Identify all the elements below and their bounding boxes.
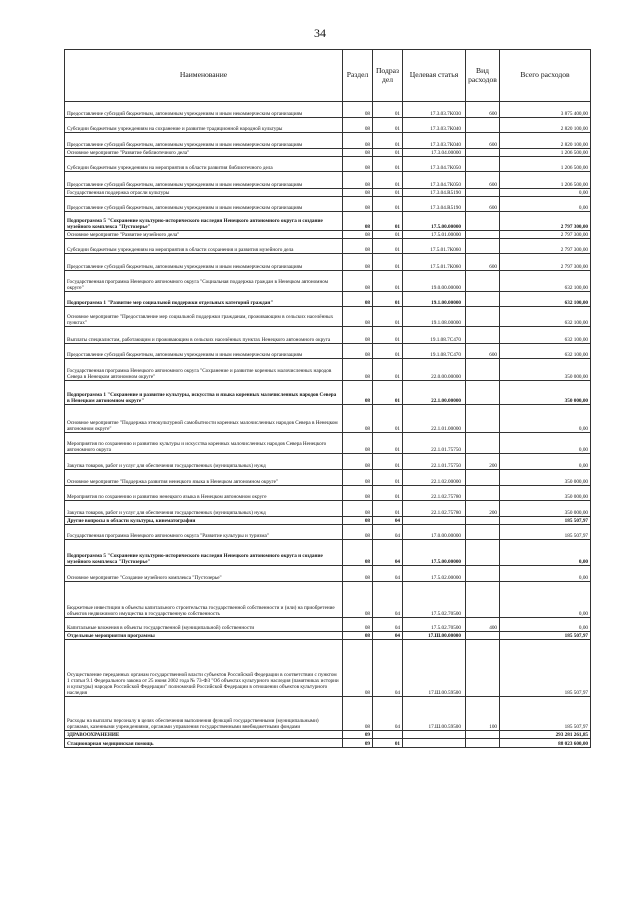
row-target-code: 22.1.00.00000	[403, 381, 466, 405]
row-section: 08	[343, 133, 373, 149]
row-subsection: 04	[373, 525, 403, 540]
row-expense-type	[466, 739, 500, 748]
row-expense-type	[466, 239, 500, 254]
page-number: 34	[314, 26, 326, 40]
row-name: Закупка товаров, работ и услуг для обеспечения государственных (муниципальных) нужд	[65, 454, 343, 470]
row-name: Предоставление субсидий бюджетным, автономным учреждениям и иным некоммерческим организациям	[65, 344, 343, 359]
row-target-code: 19.1.00.00000	[403, 292, 466, 307]
row-subsection: 01	[373, 271, 403, 292]
row-name: Предоставление субсидий бюджетным, автономным учреждениям и иным некоммерческим организациям	[65, 254, 343, 271]
table-header-row	[65, 50, 591, 102]
row-target-code: 19.0.00.00000	[403, 271, 466, 292]
row-section: 08	[343, 307, 373, 327]
row-expense-type: 400	[466, 618, 500, 632]
row-name: Подпрограмма 1 "Развитие мер социальной поддержки отдельных категорий граждан"	[65, 292, 343, 307]
row-subsection: 01	[373, 172, 403, 189]
row-subsection: 01	[373, 133, 403, 149]
row-target-code	[403, 731, 466, 739]
row-expense-type: 200	[466, 454, 500, 470]
row-subsection: 01	[373, 239, 403, 254]
table-row	[65, 632, 591, 640]
row-target-code: 17.3.04.7К050	[403, 172, 466, 189]
row-section: 09	[343, 739, 373, 748]
row-name: Основное мероприятие "Предоставление мер социальной поддержки гражданам, проживающим в сельских населённых пунктах"	[65, 307, 343, 327]
row-target-code: 22.1.02.75780	[403, 486, 466, 501]
table-row	[65, 640, 591, 697]
row-expense-type	[466, 470, 500, 486]
row-subsection: 01	[373, 381, 403, 405]
header-total: Всего расходов	[500, 50, 591, 102]
row-expense-type	[466, 359, 500, 381]
row-total: 185 507,97	[500, 525, 591, 540]
row-target-code: 17.5.01.7К060	[403, 239, 466, 254]
table-row	[65, 618, 591, 632]
row-name: Основное мероприятие "Создание музейного комплекса "Пустозерье"	[65, 566, 343, 582]
row-subsection: 04	[373, 632, 403, 640]
row-subsection: 01	[373, 344, 403, 359]
table-row	[65, 582, 591, 618]
table-row	[65, 239, 591, 254]
row-name: Субсидии бюджетным учреждениям на мероприятия в области сохранения и развития музейного дела	[65, 239, 343, 254]
row-target-code: 17.5.01.7К060	[403, 254, 466, 271]
row-name: Стационарная медицинская помощь	[65, 739, 343, 748]
row-total: 0,00	[500, 540, 591, 566]
row-name: Государственная программа Ненецкого автономного округа "Развитие культуры и туризма"	[65, 525, 343, 540]
row-subsection: 01	[373, 212, 403, 231]
row-subsection: 01	[373, 405, 403, 433]
row-subsection: 01	[373, 470, 403, 486]
row-total: 632 100,00	[500, 271, 591, 292]
row-section: 08	[343, 433, 373, 454]
row-name: Основное мероприятие "Развитие библиотечного дела"	[65, 149, 343, 157]
row-total: 3 875 400,00	[500, 102, 591, 118]
row-section: 08	[343, 189, 373, 197]
row-expense-type	[466, 525, 500, 540]
row-section: 08	[343, 239, 373, 254]
table-row	[65, 172, 591, 189]
row-total: 185 507,97	[500, 697, 591, 731]
row-subsection: 01	[373, 118, 403, 133]
row-target-code: 17.3.03.7К040	[403, 133, 466, 149]
row-name: Другие вопросы в области культуры, кинематографии	[65, 517, 343, 525]
row-expense-type	[466, 307, 500, 327]
row-total: 632 100,00	[500, 307, 591, 327]
table-row	[65, 697, 591, 731]
row-section: 08	[343, 454, 373, 470]
row-expense-type	[466, 271, 500, 292]
table-row	[65, 231, 591, 239]
row-target-code: 17.0.00.00000	[403, 525, 466, 540]
budget-table	[64, 49, 591, 748]
row-total: 2 820 100,00	[500, 118, 591, 133]
row-target-code: 22.1.02.75780	[403, 501, 466, 517]
row-section: 08	[343, 172, 373, 189]
row-expense-type	[466, 149, 500, 157]
table-row	[65, 254, 591, 271]
row-target-code: 17.3.04.7К050	[403, 157, 466, 172]
row-section: 09	[343, 731, 373, 739]
row-subsection: 01	[373, 501, 403, 517]
row-section: 08	[343, 231, 373, 239]
row-target-code: 22.1.01.00000	[403, 405, 466, 433]
row-expense-type	[466, 157, 500, 172]
row-name: Подпрограмма 1 "Сохранение и развитие культуры, искусства и языка коренных малочисленных народов Севера в Ненецком автономном округе"	[65, 381, 343, 405]
row-subsection: 01	[373, 433, 403, 454]
row-subsection: 04	[373, 540, 403, 566]
row-expense-type	[466, 118, 500, 133]
row-target-code: 22.1.01.75750	[403, 433, 466, 454]
table-row	[65, 133, 591, 149]
row-target-code: 17.3.03.7К040	[403, 118, 466, 133]
row-expense-type	[466, 292, 500, 307]
row-total: 2 797 300,00	[500, 231, 591, 239]
row-total: 2 797 300,00	[500, 254, 591, 271]
row-expense-type	[466, 582, 500, 618]
row-expense-type	[466, 640, 500, 697]
row-name: Предоставление субсидий бюджетным, автономным учреждениям и иным некоммерческим организациям	[65, 172, 343, 189]
row-subsection: 04	[373, 566, 403, 582]
row-subsection: 01	[373, 102, 403, 118]
row-section: 08	[343, 618, 373, 632]
row-expense-type	[466, 632, 500, 640]
header-expense-type: Вид расходов	[466, 50, 500, 102]
row-subsection: 04	[373, 618, 403, 632]
row-section: 08	[343, 381, 373, 405]
row-section: 08	[343, 118, 373, 133]
row-name: Подпрограмма 5 "Сохранение культурно-исторического наследия Ненецкого автономного округа и создание музейного комплекса "Пустозерье"	[65, 212, 343, 231]
table-row	[65, 501, 591, 517]
row-name: Основное мероприятие "Развитие музейного дела"	[65, 231, 343, 239]
header-subsection: Подраз дел	[373, 50, 403, 102]
row-target-code: 17.Ш.00.00000	[403, 632, 466, 640]
row-expense-type	[466, 486, 500, 501]
row-total: 350 000,00	[500, 381, 591, 405]
table-row	[65, 149, 591, 157]
row-target-code: 19.1.08.7С470	[403, 327, 466, 344]
row-name: Осуществление переданных органам государственной власти субъектов Российской Федерации в соответствии с пунктом 1 статьи 9.1 Федерального закона от 25 июня 2002 года № 73-ФЗ "Об объектах культурного наследия (памятниках истории и культуры) народов Российской Федерации" полномочий Российской Федерации в отношении объектов культурного наследия	[65, 640, 343, 697]
row-section: 08	[343, 157, 373, 172]
row-total: 0,00	[500, 433, 591, 454]
row-target-code: 17.3.04.00000	[403, 149, 466, 157]
row-name: Бюджетные инвестиции в объекты капитального строительства государственной собственности и (или) на приобретение объектов недвижимого имущества в государственную собственность	[65, 582, 343, 618]
row-subsection: 01	[373, 739, 403, 748]
row-total: 632 100,00	[500, 292, 591, 307]
row-target-code: 17.5.01.00000	[403, 231, 466, 239]
table-row	[65, 566, 591, 582]
row-section: 08	[343, 525, 373, 540]
row-subsection: 01	[373, 149, 403, 157]
row-name: Основное мероприятие "Поддержка развития ненецкого языка в Ненецком автономном округе"	[65, 470, 343, 486]
row-subsection: 01	[373, 254, 403, 271]
row-total: 0,00	[500, 405, 591, 433]
row-total: 185 507,97	[500, 640, 591, 697]
row-subsection	[373, 731, 403, 739]
row-total: 350 000,00	[500, 501, 591, 517]
row-expense-type	[466, 566, 500, 582]
row-section: 08	[343, 486, 373, 501]
row-target-code: 17.3.04.R5190	[403, 197, 466, 212]
row-subsection: 01	[373, 327, 403, 344]
row-name: Подпрограмма 5 "Сохранение культурно-исторического наследия Ненецкого автономного округа и создание музейного комплекса "Пустозерье"	[65, 540, 343, 566]
row-subsection: 01	[373, 486, 403, 501]
row-total: 0,00	[500, 454, 591, 470]
row-target-code: 17.3.04.R5190	[403, 189, 466, 197]
row-section: 08	[343, 566, 373, 582]
row-total: 0,00	[500, 618, 591, 632]
table-row	[65, 486, 591, 501]
row-expense-type	[466, 327, 500, 344]
row-expense-type	[466, 381, 500, 405]
row-total: 350 000,00	[500, 486, 591, 501]
row-target-code	[403, 739, 466, 748]
row-expense-type	[466, 517, 500, 525]
row-subsection: 01	[373, 292, 403, 307]
row-name: Субсидии бюджетным учреждениям на сохранение и развитие традиционной народной культуры	[65, 118, 343, 133]
row-name: Капитальные вложения в объекты государственной (муниципальной) собственности	[65, 618, 343, 632]
row-expense-type: 600	[466, 172, 500, 189]
row-expense-type: 600	[466, 344, 500, 359]
table-row	[65, 731, 591, 739]
row-name: Отдельные мероприятия программы	[65, 632, 343, 640]
row-section: 08	[343, 640, 373, 697]
row-subsection: 04	[373, 517, 403, 525]
row-section: 08	[343, 254, 373, 271]
row-name: Государственная программа Ненецкого автономного округа "Сохранение и развитие коренных малочисленных народов Севера в Ненецком автономном округе"	[65, 359, 343, 381]
header-name: Наименование	[65, 50, 343, 102]
row-section: 08	[343, 344, 373, 359]
table-row	[65, 102, 591, 118]
row-name: Предоставление субсидий бюджетным, автономным учреждениям и иным некоммерческим организациям	[65, 102, 343, 118]
table-row	[65, 517, 591, 525]
row-target-code: 22.0.00.00000	[403, 359, 466, 381]
row-name: Основное мероприятие "Поддержка этнокультурной самобытности коренных малочисленных народов Севера в Ненецком автономном округе"	[65, 405, 343, 433]
row-total: 0,00	[500, 197, 591, 212]
row-section: 08	[343, 102, 373, 118]
row-name: Государственная программа Ненецкого автономного округа "Социальная поддержка граждан в Ненецком автономном округе"	[65, 271, 343, 292]
row-name: ЗДРАВООХРАНЕНИЕ	[65, 731, 343, 739]
row-target-code: 17.5.00.00000	[403, 212, 466, 231]
table-body	[65, 102, 591, 748]
row-total: 350 000,00	[500, 470, 591, 486]
row-section: 08	[343, 327, 373, 344]
row-target-code: 19.1.08.7С470	[403, 344, 466, 359]
row-expense-type: 200	[466, 501, 500, 517]
row-target-code: 17.3.03.7К030	[403, 102, 466, 118]
table-row	[65, 118, 591, 133]
row-subsection: 01	[373, 231, 403, 239]
row-expense-type	[466, 405, 500, 433]
row-expense-type: 600	[466, 197, 500, 212]
table-row	[65, 359, 591, 381]
table-row	[65, 405, 591, 433]
table-row	[65, 433, 591, 454]
row-subsection: 01	[373, 307, 403, 327]
row-expense-type	[466, 433, 500, 454]
row-subsection: 01	[373, 197, 403, 212]
table-row	[65, 189, 591, 197]
row-expense-type: 600	[466, 254, 500, 271]
row-expense-type: 100	[466, 697, 500, 731]
table-row	[65, 344, 591, 359]
header-target-article: Целевая статья	[403, 50, 466, 102]
row-total: 185 507,97	[500, 517, 591, 525]
row-section: 08	[343, 582, 373, 618]
row-total: 1 206 500,00	[500, 149, 591, 157]
row-name: Мероприятия по сохранению и развитию ненецкого языка в Ненецком автономном округе	[65, 486, 343, 501]
row-total: 2 797 300,00	[500, 239, 591, 254]
table-row	[65, 212, 591, 231]
row-subsection: 01	[373, 359, 403, 381]
row-total: 2 797 300,00	[500, 212, 591, 231]
row-target-code: 17.5.00.00000	[403, 540, 466, 566]
table-row	[65, 470, 591, 486]
row-expense-type	[466, 212, 500, 231]
row-total: 350 000,00	[500, 359, 591, 381]
row-target-code: 22.1.02.00000	[403, 470, 466, 486]
row-total: 88 023 600,00	[500, 739, 591, 748]
row-name: Государственная поддержка отрасли культуры	[65, 189, 343, 197]
row-section: 08	[343, 405, 373, 433]
row-target-code: 17.5.02.00000	[403, 566, 466, 582]
row-subsection: 04	[373, 697, 403, 731]
row-section: 08	[343, 212, 373, 231]
row-total: 1 206 500,00	[500, 172, 591, 189]
row-target-code: 17.Ш.00.59500	[403, 640, 466, 697]
row-subsection: 04	[373, 640, 403, 697]
row-target-code: 19.1.08.00000	[403, 307, 466, 327]
row-target-code: 17.5.02.70500	[403, 618, 466, 632]
table-row	[65, 454, 591, 470]
row-section: 08	[343, 359, 373, 381]
row-total: 0,00	[500, 189, 591, 197]
row-name: Выплаты специалистам, работающим и проживающим в сельских населённых пунктах Ненецкого автономного округа	[65, 327, 343, 344]
table-row	[65, 197, 591, 212]
row-section: 08	[343, 501, 373, 517]
row-name: Закупка товаров, работ и услуг для обеспечения государственных (муниципальных) нужд	[65, 501, 343, 517]
row-name: Предоставление субсидий бюджетным, автономным учреждениям и иным некоммерческим организациям	[65, 133, 343, 149]
row-expense-type	[466, 731, 500, 739]
row-name: Расходы на выплаты персоналу в целях обеспечения выполнения функций государственными (муниципальными) органами, казенными учреждениями, органами управления государственными внебюджетными фондами	[65, 697, 343, 731]
row-total: 632 100,00	[500, 327, 591, 344]
row-section: 08	[343, 517, 373, 525]
row-total: 0,00	[500, 582, 591, 618]
row-section: 08	[343, 470, 373, 486]
table-row	[65, 157, 591, 172]
row-total: 0,00	[500, 566, 591, 582]
row-section: 08	[343, 540, 373, 566]
table-row	[65, 525, 591, 540]
row-target-code	[403, 517, 466, 525]
row-target-code: 17.Ш.00.59500	[403, 697, 466, 731]
row-section: 08	[343, 197, 373, 212]
row-total: 632 100,00	[500, 344, 591, 359]
row-subsection: 01	[373, 454, 403, 470]
header-section: Раздел	[343, 50, 373, 102]
table-row	[65, 307, 591, 327]
row-section: 08	[343, 292, 373, 307]
row-section: 08	[343, 697, 373, 731]
row-subsection: 01	[373, 157, 403, 172]
row-name: Субсидии бюджетным учреждениям на мероприятия в области развития библиотечного дела	[65, 157, 343, 172]
table-row	[65, 292, 591, 307]
table-row	[65, 540, 591, 566]
table-row	[65, 271, 591, 292]
row-section: 08	[343, 271, 373, 292]
row-subsection: 04	[373, 582, 403, 618]
row-subsection: 01	[373, 189, 403, 197]
row-total: 185 507,97	[500, 632, 591, 640]
row-expense-type	[466, 540, 500, 566]
row-total: 1 206 500,00	[500, 157, 591, 172]
row-target-code: 17.5.02.70500	[403, 582, 466, 618]
row-name: Мероприятия по сохранению и развитию культуры и искусства коренных малочисленных народов Севера Ненецкого автономного округа	[65, 433, 343, 454]
row-target-code: 22.1.01.75750	[403, 454, 466, 470]
row-section: 08	[343, 149, 373, 157]
table-row	[65, 381, 591, 405]
row-total: 293 281 261,85	[500, 731, 591, 739]
row-section: 08	[343, 632, 373, 640]
row-expense-type: 600	[466, 102, 500, 118]
row-expense-type: 600	[466, 133, 500, 149]
table-row	[65, 327, 591, 344]
table-row	[65, 739, 591, 748]
row-total: 2 820 100,00	[500, 133, 591, 149]
row-name: Предоставление субсидий бюджетным, автономным учреждениям и иным некоммерческим организациям	[65, 197, 343, 212]
row-expense-type	[466, 189, 500, 197]
row-expense-type	[466, 231, 500, 239]
